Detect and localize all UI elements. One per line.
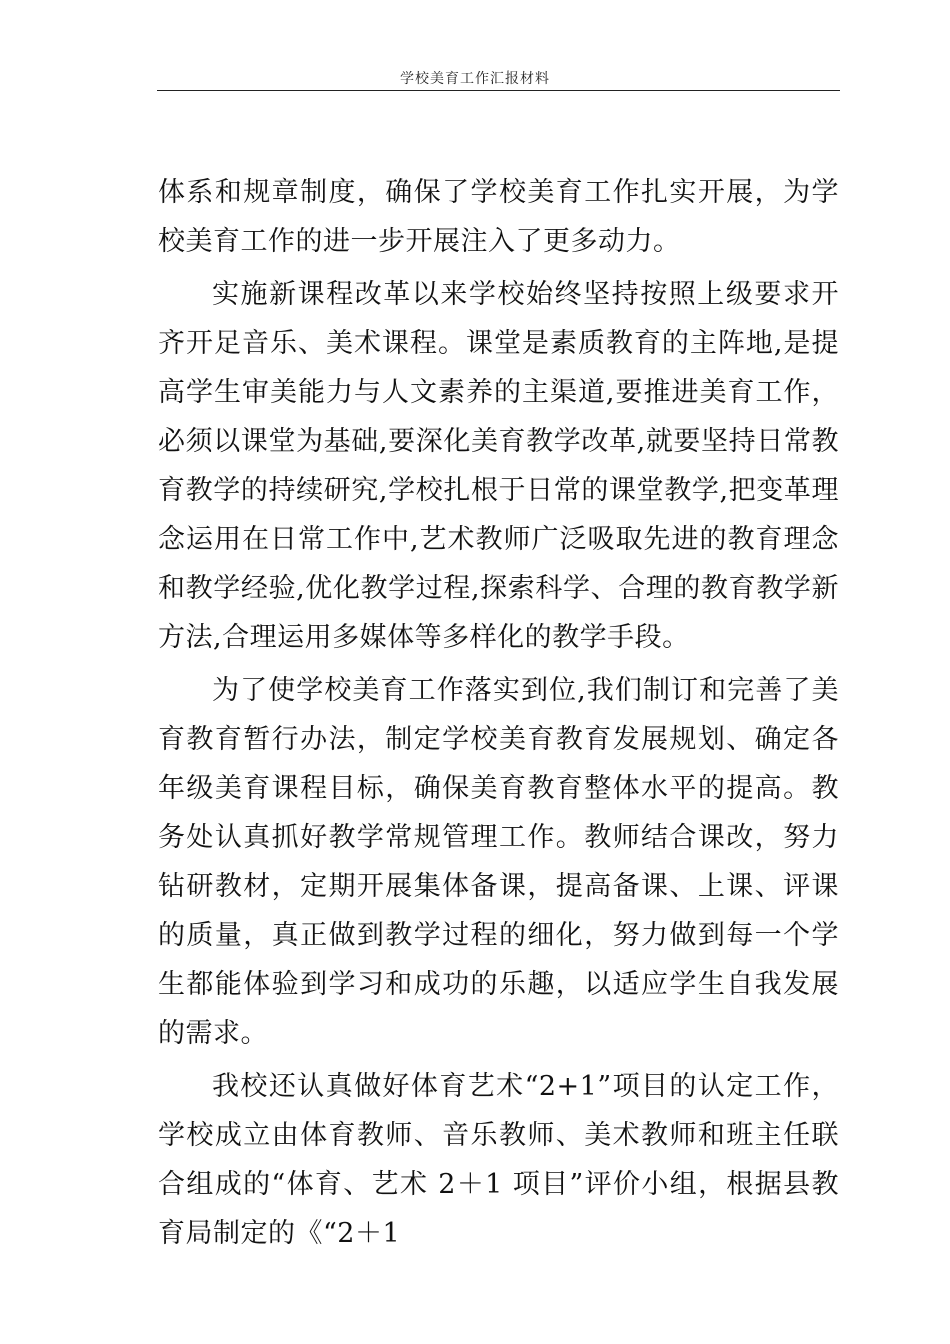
paragraph-continuation: 体系和规章制度，确保了学校美育工作扎实开展，为学校美育工作的进一步开展注入了更多动力。 bbox=[158, 177, 839, 257]
paragraph-implementation: 为了使学校美育工作落实到位,我们制订和完善了美育教育暂行办法，制定学校美育教育发展规划、确定各年级美育课程目标，确保美育教育整体水平的提高。教务处认真抓好教学常规管理工作。教师结合课改，努力钻研教材，定期开展集体备课，提高备课、上课、评课的质量，真正做到教学过程的细化，努力做到每一个学生都能体验到学习和成功的乐趣，以适应学生自我发展的需求。 bbox=[158, 675, 839, 1049]
running-header: 学校美育工作汇报材料 bbox=[400, 71, 550, 87]
paragraph-curriculum-reform: 实施新课程改革以来学校始终坚持按照上级要求开齐开足音乐、美术课程。课堂是素质教育的主阵地,是提高学生审美能力与人文素养的主渠道,要推进美育工作，必须以课堂为基础,要深化美育教学改革,就要坚持日常教育教学的持续研究,学校扎根于日常的课堂教学,把变革理念运用在日常工作中,艺术教师广泛吸取先进的教育理念和教学经验,优化教学过程,探索科学、合理的教育教学新方法,合理运用多媒体等多样化的教学手段。 bbox=[158, 279, 839, 653]
header-divider bbox=[157, 90, 840, 91]
document-body bbox=[158, 168, 839, 1262]
paragraph-2plus1-project: 我校还认真做好体育艺术“2+1”项目的认定工作，学校成立由体育教师、音乐教师、美术教师和班主任联合组成的“体育、艺术 2＋1 项目”评价小组，根据县教育局制定的《“2＋1 bbox=[158, 1071, 839, 1249]
